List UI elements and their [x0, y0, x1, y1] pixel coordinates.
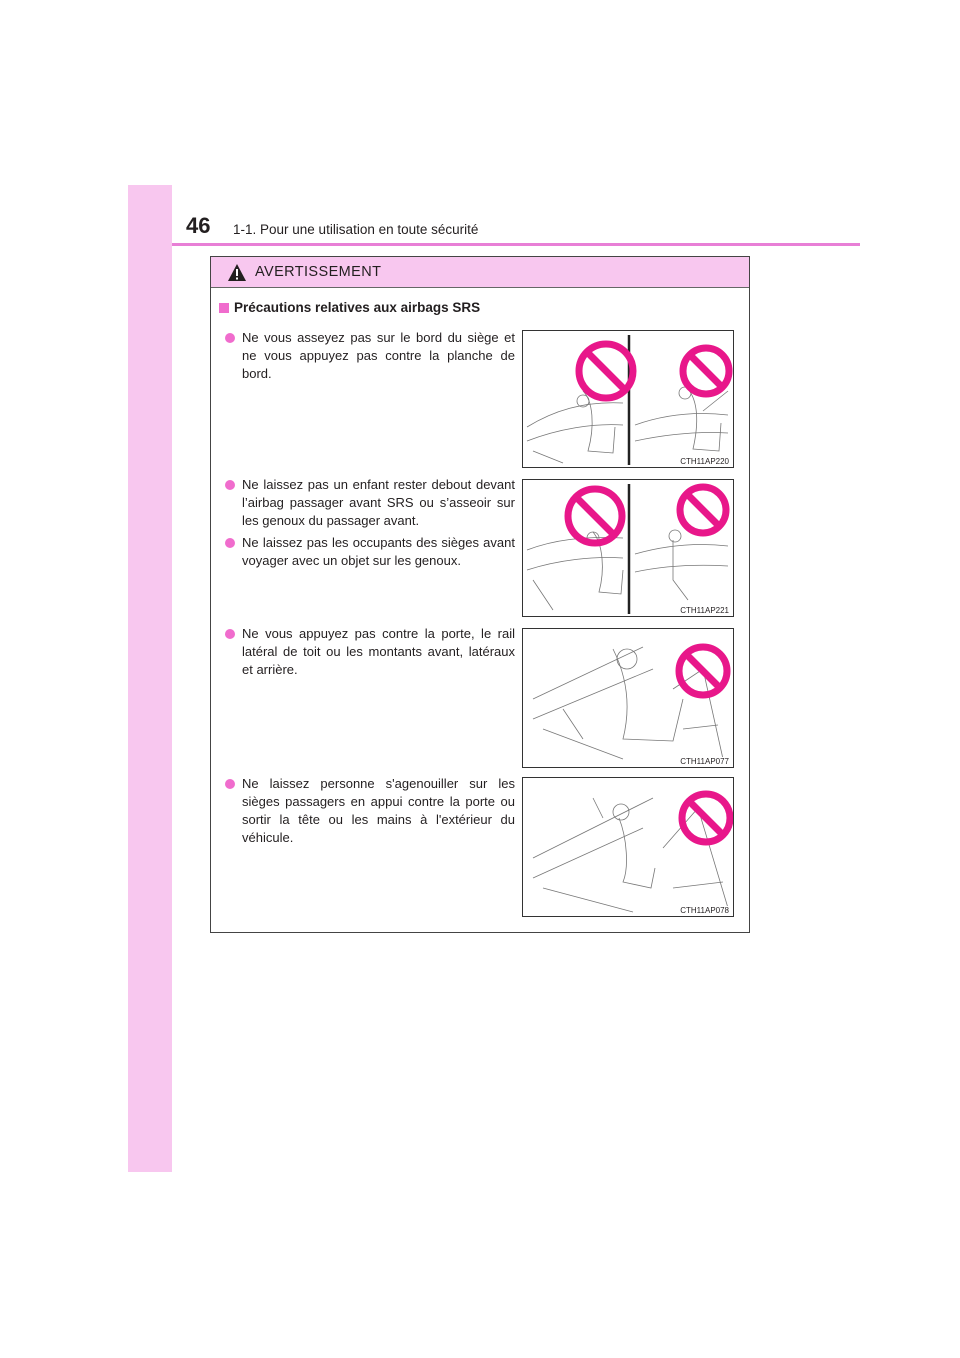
- section-title-text: Précautions relatives aux airbags SRS: [234, 300, 481, 315]
- section-title: [219, 300, 480, 315]
- bullet-icon: [225, 629, 235, 639]
- item-text: Ne laissez personne s'agenouiller sur les sièges passagers en appui contre la porte ou sortir la tête ou les mains à l'extérieur du véhicule.: [242, 776, 515, 845]
- bullet-icon: [225, 480, 235, 490]
- warning-box: [210, 256, 750, 933]
- prohibition-icon: [679, 647, 727, 695]
- list-item: [225, 534, 515, 570]
- illustration-child-passenger: [522, 479, 734, 617]
- item-text: Ne vous appuyez pas contre la porte, le rail latéral de toit ou les montants avant, latéraux et arrière.: [242, 626, 515, 677]
- illustration-kneeling-seat: [522, 777, 734, 917]
- item-text: Ne laissez pas un enfant rester debout devant l’airbag passager avant SRS ou s’asseoir sur les genoux du passager avant.: [242, 477, 515, 528]
- chapter-title: 1-1. Pour une utilisation en toute sécurité: [233, 222, 479, 237]
- list-item: [225, 625, 515, 679]
- list-item: [225, 476, 515, 530]
- warning-header: [211, 257, 749, 288]
- prohibition-icon: [683, 348, 729, 394]
- warning-title: AVERTISSEMENT: [255, 264, 382, 280]
- prohibition-icon: [680, 487, 726, 533]
- illustration-code: CTH11AP221: [680, 606, 729, 615]
- illustration-code: CTH11AP220: [680, 457, 729, 466]
- illustration-leaning-door: [522, 628, 734, 768]
- bullet-icon: [225, 779, 235, 789]
- illustration-edge-of-seat: [522, 330, 734, 468]
- header-rule: [172, 243, 860, 246]
- list-item: [225, 329, 515, 383]
- bullet-icon: [225, 538, 235, 548]
- list-item: [225, 775, 515, 847]
- illustration-code: CTH11AP078: [680, 906, 729, 915]
- warning-triangle-icon: [227, 263, 247, 282]
- item-text: Ne laissez pas les occupants des sièges avant voyager avec un objet sur les genoux.: [242, 535, 515, 568]
- item-text: Ne vous asseyez pas sur le bord du siège et ne vous appuyez pas contre la planche de bord.: [242, 330, 515, 381]
- square-bullet-icon: [219, 303, 229, 313]
- side-tab: [128, 185, 172, 1172]
- bullet-icon: [225, 333, 235, 343]
- prohibition-icon: [579, 344, 633, 398]
- illustration-code: CTH11AP077: [680, 757, 729, 766]
- page-number: 46: [186, 213, 211, 238]
